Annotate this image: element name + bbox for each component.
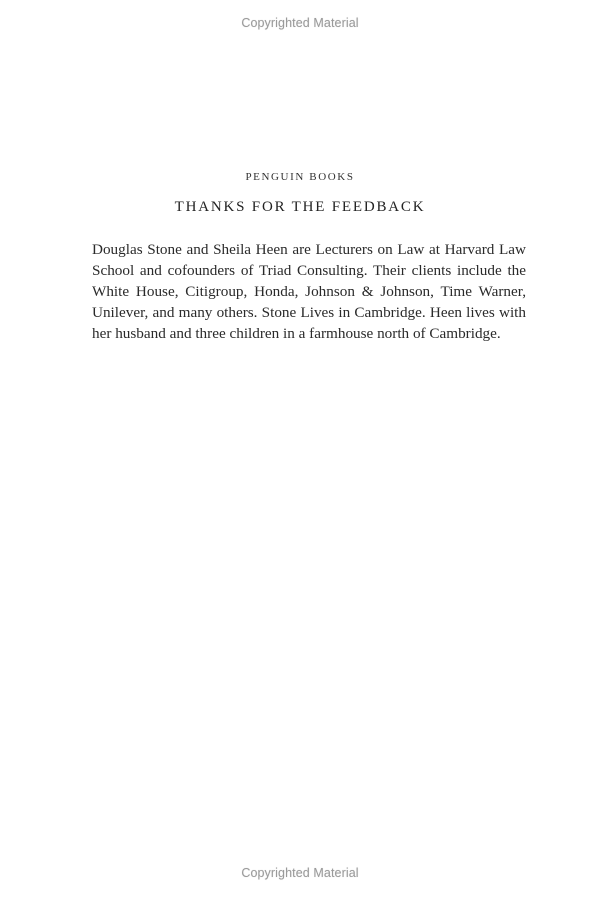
publisher-name: PENGUIN BOOKS xyxy=(245,171,355,183)
copyright-watermark-top: Copyrighted Material xyxy=(241,16,359,30)
book-title: THANKS FOR THE FEEDBACK xyxy=(174,199,426,215)
author-bio-paragraph: Douglas Stone and Sheila Heen are Lecturers on Law at Harvard Law School and cofounders of Triad Consulting. Their clients include the White House, Citigroup, Honda, Johnson & Johnson, Time Warner, Unilever, and many others. Stone Lives in Cambridge. Heen lives with her husband and three children in a farmhouse north of Cambridge. xyxy=(92,241,526,342)
copyright-watermark-bottom: Copyrighted Material xyxy=(241,866,359,880)
